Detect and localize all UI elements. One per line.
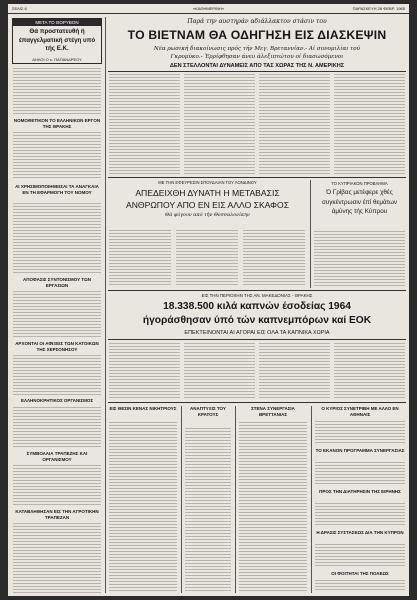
main-section-rule: [108, 177, 406, 178]
center-headline-1: ΑΠΕΔΕΙΧΘΗ ΔΥΝΑΤΗ Η ΜΕΤΑΒΑΣΙΣ: [135, 188, 280, 198]
main-text-col-1: [109, 74, 180, 174]
left-text-8: [13, 523, 101, 593]
page-number: ΣΕΛΙΣ 6: [12, 6, 27, 11]
bottom-story-1-text: [109, 422, 177, 592]
center-deck: Θά φύγουν από τήν Θεσσαλονίκην: [165, 213, 250, 218]
center-kicker: ΜΕ ΤΗΝ ΕΦΕΥΡΕΣΙΝ ΣΠΟΥΔΑΙΑΝ ΤΟΥ ΛΟΝΔΙΝΟΥ: [158, 180, 257, 185]
left-brief-4: ΑΡΧΟΝΤΑΙ ΟΙ ΑΦΙΞΕΙΣ ΤΩΝ ΚΑΤΟΙΚΩΝ ΤΗΣ ΧΕΡΣΟΝΗΣΟΥ: [15, 341, 99, 352]
left-brief-3: ΑΠΟΦΑΣΙΣ ΣΥΝΤΟΝΙΣΜΟΥ ΤΩΝ ΕΡΓΑΣΙΩΝ: [23, 277, 91, 288]
center-text-col-1: [109, 230, 171, 287]
tobacco-top-rule: [108, 290, 406, 291]
tobacco-text-col-4: [334, 343, 405, 399]
main-headline: ΤΟ ΒΙΕΤΝΑΜ ΘΑ ΟΔΗΓΗΣΗ ΕΙΣ ΔΙΑΣΚΕΨΙΝ: [127, 28, 387, 42]
masthead: [8, 4, 409, 14]
left-brief-2: ΑΙ ΧΡΗΣΙΜΟΠΟΙΗΘΕΙΣΑΙ ΤΑ ΑΝΑΓΚΑΙΑ ΕΝ ΤΗ ΕΦΑΡΜΟΓΗ ΤΟΥ ΝΟΜΟΥ: [15, 184, 99, 195]
right-lower-5-text: [315, 580, 405, 592]
main-banner: ΔΕΝ ΣΤΕΛΛΟΝΤΑΙ ΔΥΝΑΜΕΙΣ ΑΠΟ ΤΑΣ ΧΩΡΑΣ ΤΗΣ Ν. ΑΜΕΡΙΚΗΣ: [169, 63, 345, 69]
right-lower-3-text: [315, 503, 405, 527]
bottom-rule-2: [235, 406, 236, 593]
tobacco-bottom-rule: [108, 339, 406, 340]
main-subhead-1: Νέα ρωσική διακοίνωσις πρός τήν Μεγ. Βρεταννίαν.- Αί συνομιλίαι τού: [153, 46, 361, 52]
left-text-5: [13, 355, 101, 395]
issue-date: ΠΑΡΑΣΚΕΥΗ 26 ΦΕΒΡ. 1965: [352, 6, 405, 11]
right-kicker: ΤΟ ΚΥΠΡΙΑΚΟΝ ΠΡΟΒΛΗΜΑ: [331, 181, 388, 186]
right-lower-1-headline: Ο ΚΥΡΙΟΣ ΣΥΝΕΤΡΙΒΗ ΜΕ ΑΛΛΟ ΕΝ ΑΘΗΝΑΙΣ: [321, 406, 399, 417]
bottom-story-3-text: [239, 422, 307, 592]
right-lower-2-text: [315, 462, 405, 486]
left-column-rule: [105, 17, 106, 593]
left-brief-6: ΣΥΜΒΟΛΑΙΑ ΤΡΑΠΕΖΗΣ ΚΑΙ ΟΡΓΑΝΙΣΜΟΥ: [26, 451, 88, 462]
left-text-3: [13, 203, 101, 273]
left-text-4: [13, 291, 101, 337]
main-text-col-3: [259, 74, 330, 174]
tobacco-subhead: ΕΠΕΚΤΕΙΝΟΝΤΑΙ ΑΙ ΑΓΟΡΑΙ ΕΙΣ ΟΛΑ ΤΑ ΚΑΠΝΙΚΑ ΧΩΡΙΑ: [184, 330, 330, 336]
main-subhead-2: Γκρομύκο.- Έρρίφθησαν άνευ άλεξιπτώτου οί διασωσόμενοι: [170, 54, 344, 60]
right-lower-3-headline: ΠΡΟΣ ΤΗΝ ΔΙΑΤΗΡΗΣΙΝ ΤΗΣ ΕΙΡΗΝΗΣ: [319, 489, 401, 494]
left-box-byline: ΔΗΛΟΙ Ο κ. ΠΑΠΑΝΔΡΕΟΥ: [32, 57, 82, 62]
left-brief-5: ΕΛΛΗΝΟΚΡΗΤΙΚΟΣ ΟΡΓΑΝΙΣΜΟΣ: [20, 398, 94, 403]
right-lower-4-text: [315, 544, 405, 568]
bottom-rule-1: [181, 406, 182, 593]
left-text-6: [13, 407, 101, 447]
left-box-headline: Θά προστατευθή ή έπαγγελματική στέγη υπό τής Ε.Κ.: [18, 28, 96, 52]
bottom-story-3-headline: ΣΤΕΝΑ ΣΥΝΕΡΓΑΣΙΑ ΒΡΕΤΤΑΝΙΑΣ: [251, 406, 295, 417]
right-text: [314, 231, 405, 287]
left-text-2: [13, 132, 101, 180]
left-text-7: [13, 465, 101, 505]
tobacco-text-col-3: [259, 343, 330, 399]
center-headline-2: ΑΝΘΡΩΠΟΥ ΑΠΟ ΕΝ ΕΙΣ ΑΛΛΟ ΣΚΑΦΟΣ: [125, 200, 290, 210]
left-brief-7: ΚΑΤΑΒΛΗΘΗΣΑΝ ΕΙΣ ΤΗΝ ΑΓΡΟΤΙΚΗΝ ΤΡΑΠΕΖΑΝ: [15, 509, 99, 520]
tobacco-text-col-1: [109, 343, 180, 399]
main-text-col-2: [184, 74, 255, 174]
center-text-col-2: [176, 230, 238, 287]
right-lower-1-text: [315, 421, 405, 445]
right-lower-5-headline: ΟΙ ΦΟΙΤΗΤΑΙ ΤΗΣ ΠΟΛΕΩΣ: [331, 571, 389, 576]
lower-section-rule: [108, 402, 406, 403]
newspaper-page: [8, 4, 409, 596]
tobacco-text-col-2: [184, 343, 255, 399]
left-text-1: [13, 68, 101, 114]
bottom-story-2-text: [185, 428, 231, 592]
bottom-rule-3: [311, 406, 312, 593]
bottom-story-2-headline: ΑΝΑΠΤΥΞΙΣ ΤΟΥ ΚΡΑΤΟΥΣ: [190, 406, 226, 417]
left-box-caption: ΜΕΤΑ ΤΟ ΘΟΡΥΒΟΝ: [13, 19, 101, 26]
center-right-rule: [310, 180, 311, 288]
main-banner-rule: [108, 71, 406, 72]
main-kicker: Παρά την αυστηράν αδιάλλακτον στάσιν του: [187, 18, 327, 25]
left-brief-1: ΝΟΜΟΘΕΤΙΚΟΝ ΤΟ ΕΛΛΗΝΙΚΟΝ ΕΡΓΟΝ ΤΗΣ ΘΡΑΚΗΣ: [13, 118, 101, 129]
center-text-col-3: [243, 230, 305, 287]
tobacco-kicker: ΕΙΣ ΤΗΝ ΠΕΡΙΟΧΗΝ ΤΗΣ ΑΝ. ΜΑΚΕΔΟΝΙΑΣ - ΘΡΑΚΗΣ: [201, 293, 313, 298]
left-boxed-story: [12, 18, 102, 64]
right-lower-4-headline: Η ΔΡΑΣΙΣ ΣΥΣΤΑΣΕΩΣ ΔΙΑ ΤΗΝ ΚΥΠΡΟΝ: [316, 530, 404, 535]
bottom-story-1-headline: ΕΙΣ ΘΕΣΙΝ ΚΕΝΑΣ ΝΙΚΗΤΡΙΟΥΣ: [109, 406, 177, 411]
right-headline: Ό Γρίβας μετέφερε χθές συγκέντρωσιν έπί θεμάτων άμύνης τής Κύπρου: [321, 189, 398, 215]
main-text-col-4: [334, 74, 405, 174]
tobacco-headline-1: 18.338.500 κιλά καπνών έσοδείας 1964: [163, 301, 351, 312]
tobacco-headline-2: ήγοράσθησαν ύπό τών καπνεμπόρων καί ΕΟΚ: [142, 315, 372, 326]
right-lower-2-headline: ΤΟ ΕΚΑΝΟΝ ΠΡΟΓΡΑΜΜΑ ΣΥΝΕΡΓΑΣΙΑΣ: [315, 448, 405, 453]
paper-name: «ΚΑΘΗΜΕΡΙΝΗ»: [192, 6, 225, 11]
